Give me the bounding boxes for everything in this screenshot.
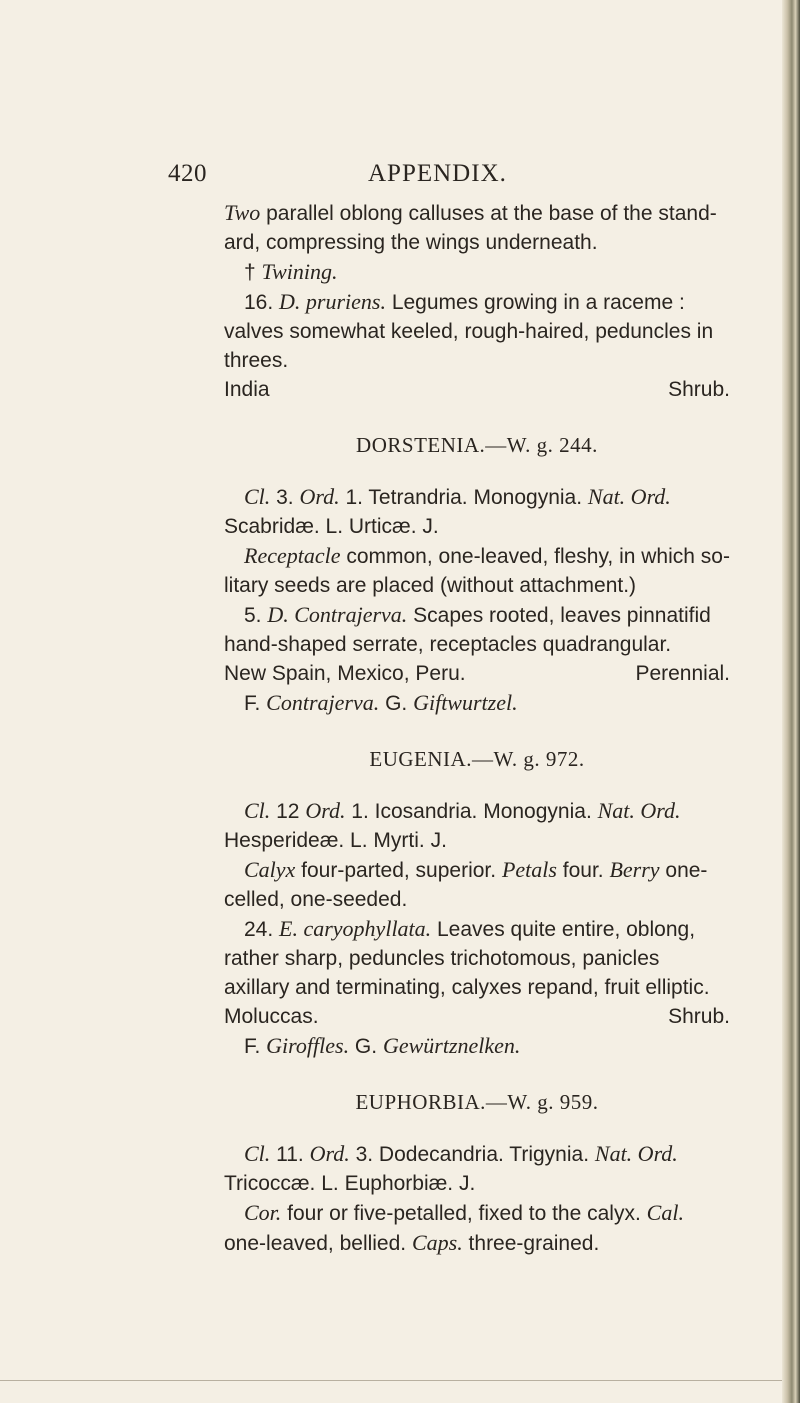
italic-label: Contrajerva. <box>266 690 380 715</box>
text-span: 12 <box>270 800 306 823</box>
text-span: 11. <box>270 1143 310 1166</box>
italic-label: Ord. <box>309 1141 350 1166</box>
habitat-place: India <box>224 378 270 401</box>
paragraph-receptacle <box>224 541 730 600</box>
paragraph-classification <box>224 1139 730 1198</box>
text-span: 3. <box>270 486 300 509</box>
text-span: 1. Icosandria. Monogynia. <box>345 800 598 823</box>
text-span: common, one-leaved, fleshy, in which so-litary seeds are placed (without attachment.) <box>224 545 730 597</box>
italic-label: Caps. <box>411 1230 463 1255</box>
text-span: Legumes growing in a raceme : valves somewhat keeled, rough-haired, peduncles in threes. <box>224 291 714 372</box>
italic-label: Twining. <box>261 259 338 284</box>
text-span: 3. Dodecandria. Trigynia. <box>349 1143 595 1166</box>
italic-label: Cl. <box>244 798 271 823</box>
habitat-habit: Perennial. <box>635 662 730 685</box>
italic-label: Petals <box>501 857 557 882</box>
text-span: four or five-petalled, fixed to the calyx. <box>281 1202 647 1225</box>
text-span: one-celled, one-seeded. <box>224 859 708 911</box>
page-body <box>224 198 730 1258</box>
habitat-place: New Spain, Mexico, Peru. <box>224 662 466 685</box>
italic-label: Cal. <box>646 1200 684 1225</box>
text-span: parallel oblong calluses at the base of the stand-ard, compressing the wings underneath. <box>224 202 717 254</box>
text-span: G. <box>349 1035 383 1058</box>
italic-label: Nat. Ord. <box>597 798 681 823</box>
text-span: three-grained. <box>462 1232 600 1255</box>
page-number: 420 <box>168 160 207 187</box>
section-heading-eugenia: EUGENIA.—W. g. 972. <box>369 747 585 771</box>
paragraph-classification <box>224 796 730 855</box>
section-heading-dorstenia: DORSTENIA.—W. g. 244. <box>356 433 598 457</box>
habitat-habit: Shrub. <box>668 1005 730 1028</box>
text-span: F. <box>244 1035 267 1058</box>
text-span: Scabridæ. L. Urticæ. J. <box>224 515 439 538</box>
italic-label: Nat. Ord. <box>587 484 671 509</box>
italic-label: Giroffles. <box>266 1033 350 1058</box>
dagger-mark: † <box>244 261 262 284</box>
habitat-line <box>224 1002 730 1031</box>
paragraph-two <box>224 198 730 257</box>
section-heading-euphorbia: EUPHORBIA.—W. g. 959. <box>355 1090 599 1114</box>
italic-label: Ord. <box>305 798 346 823</box>
text-span: Leaves quite entire, oblong, rather sharp, peduncles trichotomous, panicles axillary and terminating, calyxes repand, fruit elliptic. <box>224 918 710 999</box>
habitat-line <box>224 375 730 404</box>
paragraph-corolla <box>224 1198 730 1258</box>
species-name: E. caryophyllata. <box>279 916 432 941</box>
text-span: one-leaved, bellied. <box>224 1232 412 1255</box>
italic-label: Giftwurtzel. <box>413 690 518 715</box>
italic-label: Ord. <box>299 484 340 509</box>
italic-label: Cl. <box>244 1141 271 1166</box>
text-span: Scapes rooted, leaves pinnatifid hand-shaped serrate, receptacles quadrangular. <box>224 604 711 656</box>
paragraph-species-24 <box>224 914 730 1002</box>
italic-label: Receptacle <box>244 543 341 568</box>
species-name: D. pruriens. <box>279 289 386 314</box>
running-title: APPENDIX. <box>368 160 507 187</box>
italic-label: Calyx <box>244 857 296 882</box>
habitat-habit: Shrub. <box>668 378 730 401</box>
species-number: 5. <box>244 604 268 627</box>
paragraph-common-names <box>224 688 730 718</box>
paragraph-species-16 <box>224 287 730 375</box>
species-number: 24. <box>244 918 280 941</box>
italic-label: Gewürtznelken. <box>382 1033 521 1058</box>
text-span: Hesperideæ. L. Myrti. J. <box>224 829 447 852</box>
paragraph-calyx <box>224 855 730 914</box>
paragraph-common-names <box>224 1031 730 1061</box>
text-span: Tricoccæ. L. Euphorbiæ. J. <box>224 1172 476 1195</box>
italic-label: Nat. Ord. <box>594 1141 678 1166</box>
habitat-line <box>224 659 730 688</box>
text-span: four. <box>556 859 610 882</box>
species-name: D. Contrajerva. <box>267 602 408 627</box>
habitat-place: Moluccas. <box>224 1005 319 1028</box>
italic-label: Cl. <box>244 484 271 509</box>
italic-label: Berry <box>609 857 660 882</box>
bottom-rule <box>0 1380 782 1381</box>
paragraph-species-5 <box>224 600 730 659</box>
italic-label: Cor. <box>244 1200 282 1225</box>
species-number: 16. <box>244 291 280 314</box>
italic-label: Two <box>224 200 261 225</box>
paragraph-twining <box>224 257 730 287</box>
text-span: four-parted, superior. <box>295 859 502 882</box>
text-span: G. <box>379 692 414 715</box>
text-span: F. <box>244 692 267 715</box>
paragraph-classification <box>224 482 730 541</box>
text-span: 1. Tetrandria. Monogynia. <box>339 486 588 509</box>
page-edge <box>782 0 800 1403</box>
